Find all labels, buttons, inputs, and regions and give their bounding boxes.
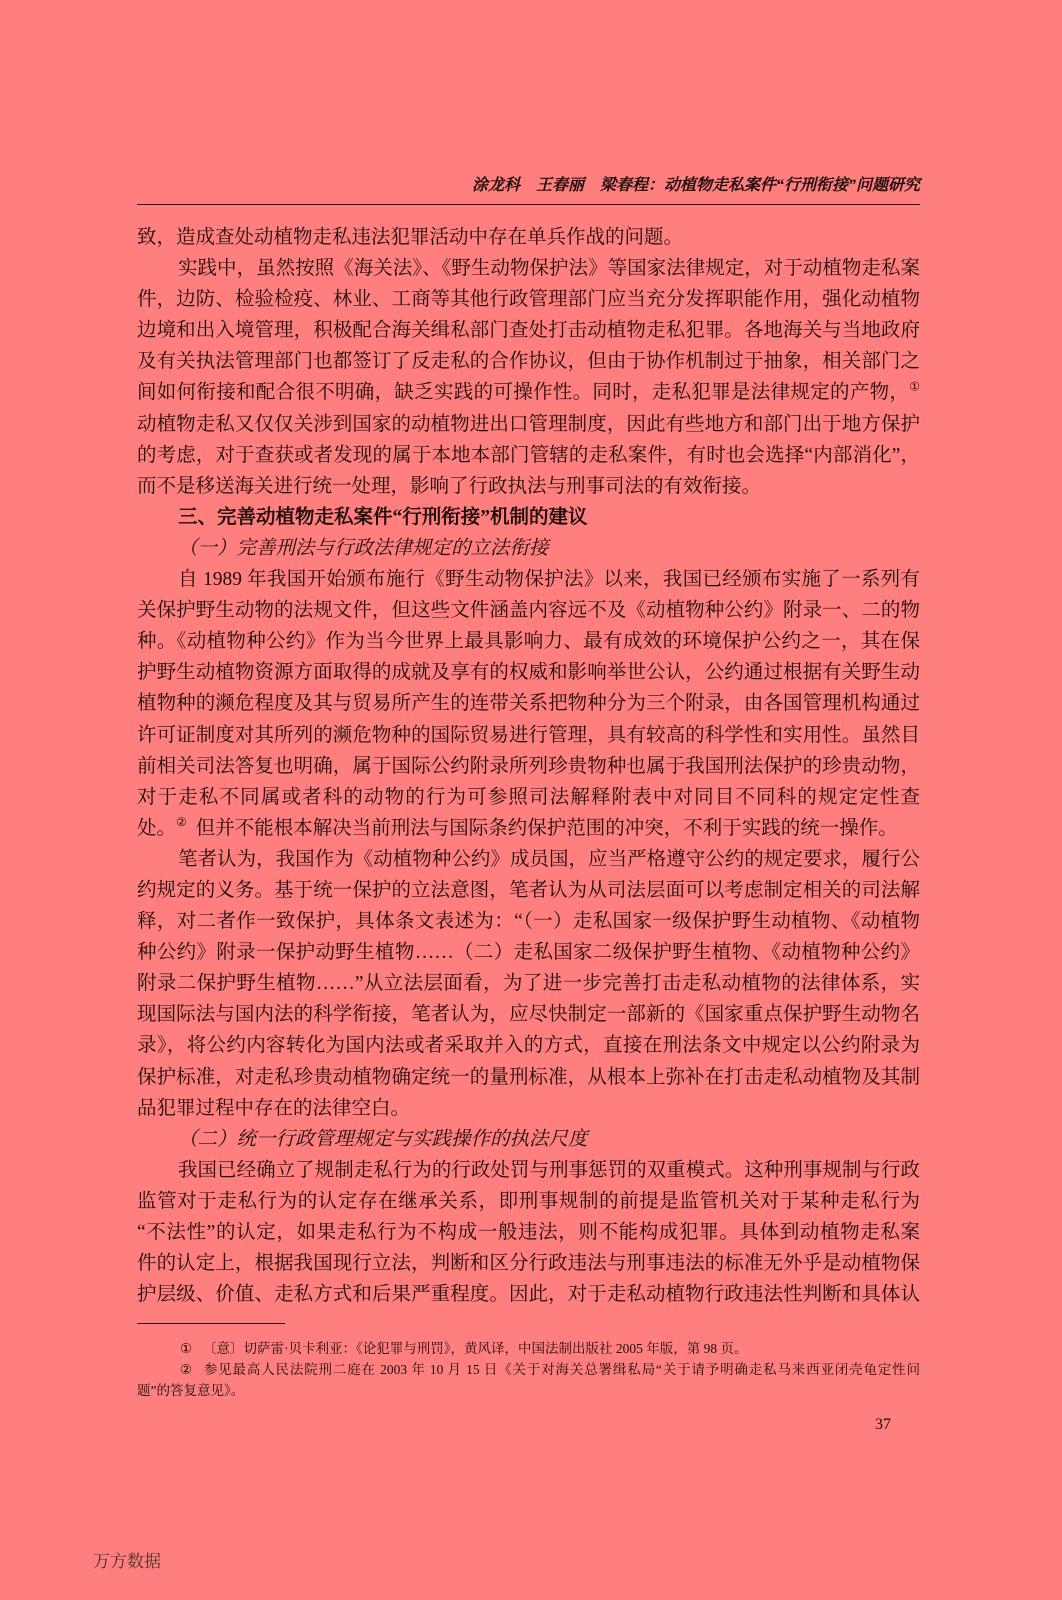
footnote — [137, 1338, 920, 1359]
body-text-line: 护层级、价值、走私方式和后果严重程度。因此，对于走私动植物行政违法性判断和具体认 — [137, 1284, 920, 1306]
footnote-ref: ① — [909, 379, 920, 394]
footnote-line: 题”的答复意见》。 — [137, 1383, 245, 1398]
paragraph — [137, 844, 920, 1124]
body-text-line: 许可证制度对其所列的濒危物种的国际贸易进行管理，具有较高的科学性和实用性。虽然目 — [137, 724, 920, 746]
body-text-line: 致，造成查处动植物走私违法犯罪活动中存在单兵作战的问题。 — [137, 227, 684, 248]
body-text-line: 监管对于走私行为的认定存在继承关系，即刑事规制的前提是监管机关对于某种走私行为 — [137, 1190, 920, 1212]
body-text-line: 我国已经确立了规制走私行为的行政处罚与刑事惩罚的双重模式。这种刑事规制与行政 — [178, 1159, 920, 1181]
body-text-line — [137, 377, 920, 408]
text-run: 但并不能根本解决当前刑法与国际条约保护范围的冲突，不利于实践的统一操作。 — [195, 817, 898, 839]
subsection-heading: （一）完善刑法与行政法律规定的立法衔接 — [178, 537, 549, 559]
section-heading: 三、完善动植物走私案件“行刑衔接”机制的建议 — [178, 506, 588, 528]
body-text-line: 件，边防、检验检疫、林业、工商等其他行政管理部门应当充分发挥职能作用，强化动植物 — [137, 289, 920, 311]
body-text-line: 边境和出入境管理，积极配合海关缉私部门查处打击动植物走私犯罪。各地海关与当地政府 — [137, 320, 920, 342]
body-text-line: 约规定的义务。基于统一保护的立法意图，笔者认为从司法层面可以考虑制定相关的司法解 — [137, 879, 920, 901]
body-text-line: 种公约》附录一保护动野生植物……（二）走私国家二级保护野生植物、《动植物种公约》 — [137, 942, 920, 964]
body-text-line: 附录二保护野生植物……”从立法层面看，为了进一步完善打击走私动植物的法律体系，实 — [137, 973, 920, 995]
footnotes — [137, 1338, 920, 1401]
subsection-heading: （二）统一行政管理规定与实践操作的执法尺度 — [178, 1128, 588, 1150]
body-text-line: 的考虑，对于查获或者发现的属于本地本部门管辖的走私案件，有时也会选择“内部消化”， — [137, 444, 920, 466]
footnote-text: 〔意〕切萨雷·贝卡利亚：《论犯罪与刑罚》，黄风译，中国法制出版社 2005 年版，第 98 页。 — [203, 1341, 748, 1356]
footnote-text: 参见最高人民法院刑二庭在 2003 年 10 月 15 日《关于对海关总署缉私局“关于请予明确走私马来西亚闭壳龟定性问 — [203, 1362, 920, 1377]
footnote-mark: ② — [180, 1362, 193, 1377]
text-run: 间如何衔接和配合很不明确，缺乏实践的可操作性。同时，走私犯罪是法律规定的产物， — [137, 382, 910, 404]
paragraph — [137, 564, 920, 844]
paragraph — [137, 253, 920, 502]
footnote-mark: ① — [180, 1341, 193, 1356]
body-text-line: 种。《动植物种公约》作为当今世界上最具影响力、最有成效的环境保护公约之一，其在保 — [137, 631, 920, 653]
body-text-line: 现国际法与国内法的科学衔接，笔者认为，应尽快制定一部新的《国家重点保护野生动物名 — [137, 1004, 920, 1026]
body-text-line: 对于走私不同属或者科的动物的行为可参照司法解释附表中对同目不同科的规定定性查 — [137, 786, 920, 808]
body-text-line: 件的认定上，根据我国现行立法，判断和区分行政违法与刑事违法的标准无外乎是动植物保 — [137, 1253, 920, 1275]
text-run: 处。 — [137, 817, 177, 839]
page-number: 37 — [875, 1416, 891, 1433]
article-body — [137, 222, 920, 1310]
body-text-line — [137, 813, 920, 844]
footnote-ref: ② — [176, 815, 187, 830]
watermark: 万方数据 — [93, 1552, 161, 1571]
body-text-line: 笔者认为，我国作为《动植物种公约》成员国，应当严格遵守公约的规定要求，履行公 — [178, 848, 920, 870]
body-text-line: 实践中，虽然按照《海关法》、《野生动物保护法》等国家法律规定，对于动植物走私案 — [178, 258, 920, 280]
footnote-rule — [137, 1323, 285, 1324]
body-text-line: 录》，将公约内容转化为国内法或者采取并入的方式，直接在刑法条文中规定以公约附录为 — [137, 1035, 920, 1057]
header-rule — [137, 204, 920, 205]
body-text-line: 保护标准，对走私珍贵动植物确定统一的量刑标准，从根本上弥补在打击走私动植物及其制 — [137, 1066, 920, 1088]
paragraph — [137, 1155, 920, 1310]
body-text-line: 释，对二者作一致保护，具体条文表述为：“（一）走私国家一级保护野生动植物、《动植物 — [137, 911, 920, 933]
body-text-line: “不法性”的认定，如果走私行为不构成一般违法，则不能构成犯罪。具体到动植物走私案 — [137, 1222, 920, 1243]
body-text-line: 品犯罪过程中存在的法律空白。 — [137, 1097, 411, 1119]
body-text-line: 及有关执法管理部门也都签订了反走私的合作协议，但由于协作机制过于抽象，相关部门之 — [137, 351, 920, 373]
footnote — [137, 1359, 920, 1401]
running-header: 涂龙科 王春丽 梁春程：动植物走私案件“行刑衔接”问题研究 — [471, 177, 920, 194]
body-text-line: 关保护野生动物的法规文件，但这些文件涵盖内容远不及《动植物种公约》附录一、二的物 — [137, 600, 920, 622]
paragraph — [137, 222, 920, 253]
body-text-line: 自 1989 年我国开始颁布施行《野生动物保护法》以来，我国已经颁布实施了一系列有 — [178, 569, 920, 591]
body-text-line: 前相关司法答复也明确，属于国际公约附录所列珍贵物种也属于我国刑法保护的珍贵动物， — [137, 755, 920, 777]
body-text-line: 动植物走私又仅仅关涉到国家的动植物进出口管理制度，因此有些地方和部门出于地方保护 — [137, 413, 920, 435]
body-text-line: 植物种的濒危程度及其与贸易所产生的连带关系把物种分为三个附录，由各国管理机构通过 — [137, 693, 920, 715]
footnote-line — [137, 1359, 920, 1380]
body-text-line: 而不是移送海关进行统一处理，影响了行政执法与刑事司法的有效衔接。 — [137, 475, 762, 497]
body-text-line: 护野生动植物资源方面取得的成就及享有的权威和影响举世公认，公约通过根据有关野生动 — [137, 662, 920, 684]
